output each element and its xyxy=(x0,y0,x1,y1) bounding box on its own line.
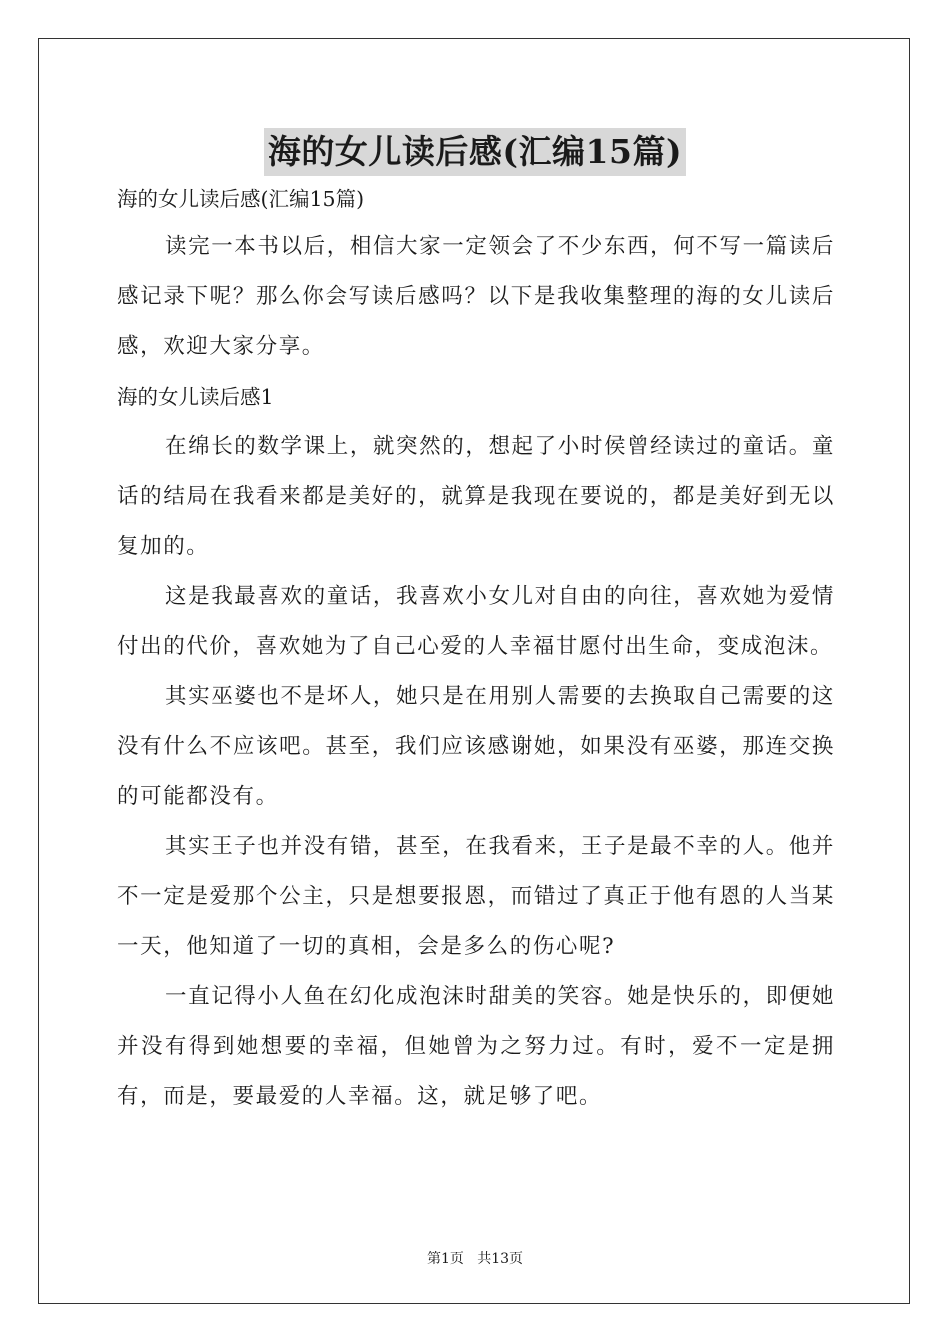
body-paragraph: 其实王子也并没有错，甚至，在我看来，王子是最不幸的人。他并不一定是爱那个公主，只是想要报恩，而错过了真正于他有恩的人当某一天，他知道了一切的真相，会是多么的伤心呢? xyxy=(117,834,835,959)
body-paragraph: 一直记得小人鱼在幻化成泡沫时甜美的笑容。她是快乐的，即便她并没有得到她想要的幸福，但她曾为之努力过。有时，爱不一定是拥有，而是，要最爱的人幸福。这，就足够了吧。 xyxy=(117,984,835,1109)
document-body xyxy=(117,180,835,1122)
page-number: 第1页 共13页 xyxy=(426,1251,524,1267)
page-footer xyxy=(0,1248,950,1268)
title-area xyxy=(0,128,950,176)
body-paragraph: 这是我最喜欢的童话，我喜欢小女儿对自由的向往，喜欢她为爱情付出的代价，喜欢她为了自己心爱的人幸福甘愿付出生命，变成泡沫。 xyxy=(117,584,835,659)
section-heading: 海的女儿读后感1 xyxy=(117,385,274,409)
document-title: 海的女儿读后感(汇编15篇) xyxy=(264,128,686,176)
body-paragraph: 其实巫婆也不是坏人，她只是在用别人需要的去换取自己需要的这没有什么不应该吧。甚至，我们应该感谢她，如果没有巫婆，那连交换的可能都没有。 xyxy=(117,684,835,809)
intro-paragraph: 读完一本书以后，相信大家一定领会了不少东西，何不写一篇读后感记录下呢？那么你会写读后感吗？以下是我收集整理的海的女儿读后感，欢迎大家分享。 xyxy=(117,234,835,359)
body-paragraph: 在绵长的数学课上，就突然的，想起了小时侯曾经读过的童话。童话的结局在我看来都是美好的，就算是我现在要说的，都是美好到无以复加的。 xyxy=(117,434,835,559)
subtitle: 海的女儿读后感(汇编15篇) xyxy=(117,187,365,211)
